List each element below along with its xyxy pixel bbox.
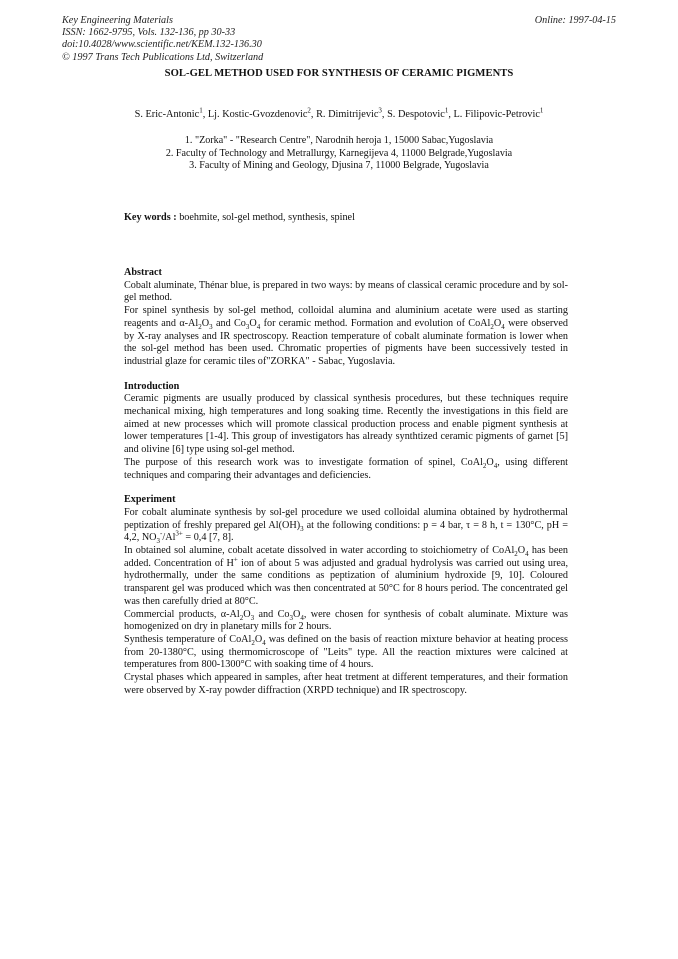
- author-list: S. Eric-Antonic$^1$, Lj. Kostic-Gvozdenovic$^2$, R. Dimitrijevic$^3$, S. Despotovic$^1$, L. Filipovic-Petrovic$^1$: [134, 106, 544, 120]
- author-name: R. Dimitrijevic: [316, 109, 379, 120]
- keywords-text: boehmite, sol-gel method, synthesis, spinel: [179, 212, 355, 223]
- experiment-paragraph: Synthesis temperature of $CoAl_2O_4$ was defined on the basis of reaction mixture behavior at heating process from 20-1380°C, using thermomicroscope of "Leits" type. All the reaction mixtures were calcined at temperatures from 800-1300°C with soaking time of 4 hours.: [124, 633, 568, 671]
- author-name: L. Filipovic-Petrovic: [453, 109, 540, 120]
- affil-marker: 1: [444, 106, 449, 115]
- affiliation: 2. Faculty of Technology and Metrallurgy, Karnegijeva 4, 11000 Belgrade,Yugoslavia: [165, 147, 513, 159]
- paper-title: SOL-GEL METHOD USED FOR SYNTHESIS OF CERAMIC PIGMENTS: [164, 68, 514, 79]
- experiment-paragraph: Commercial products, $\alpha-Al_2O_3$ and $Co_3O_4$, were chosen for synthesis of cobalt aluminate. Mixture was homogenized on dry in planetary mills for 2 hours.: [124, 608, 568, 633]
- online-date: Online: 1997-04-15: [534, 15, 616, 26]
- author-name: S. Despotovic: [387, 109, 445, 120]
- affil-marker: 1: [539, 106, 544, 115]
- abstract-heading: Abstract: [124, 267, 162, 278]
- affiliation: 3. Faculty of Mining and Geology, Djusina 7, 11000 Belgrade, Yugoslavia: [189, 160, 489, 172]
- journal-meta: [62, 15, 263, 64]
- copyright-line: © 1997 Trans Tech Publications Ltd, Switzerland: [62, 51, 264, 63]
- journal-name: Key Engineering Materials: [62, 15, 173, 26]
- paper-body: [124, 267, 568, 698]
- affil-marker: 1: [199, 106, 203, 115]
- affiliation-list: [0, 135, 678, 173]
- affil-marker: 2: [307, 106, 311, 115]
- experiment-heading: Experiment: [124, 494, 176, 506]
- experiment-paragraph: Crystal phases which appeared in samples, after heat tretment at different temperatures, and their formation were observed by X-ray powder diffraction (XRPD technique) and IR spectroscopy.: [124, 672, 568, 696]
- keywords: [124, 212, 355, 223]
- experiment-paragraph: In obtained sol alumine, cobalt acetate dissolved in water according to stoichiometry of $CoAl_2O_4$ has been added. Concentration of H+ ion of about 5 was adjusted and gradual hydrolysis was carried out using urea, hydrothermally, under the same conditions as peptization of aluminium hydroxide [9, 10]. Coloured transparent gel was produced which was then concentrated at 50°C for 8 hours period. The concentrated gel was then carefully dried at 80°C.: [124, 545, 569, 607]
- affiliation: 1. "Zorka" - "Research Centre", Narodnih heroja 1, 15000 Sabac,Yugoslavia: [184, 135, 494, 146]
- abstract-paragraph: Cobalt aluminate, Thénar blue, is prepared in two ways: by means of classical ceramic procedure and by sol-gel method.: [124, 279, 568, 304]
- introduction-heading: Introduction: [124, 380, 180, 392]
- doi-line[interactable]: doi:10.4028/www.scientific.net/KEM.132-136.30: [62, 39, 262, 51]
- author-name: S. Eric-Antonic: [134, 109, 200, 120]
- abstract-paragraph: For spinel synthesis by sol-gel method, colloidal alumina and aluminium acetate were used as starting reagents and $\alpha-Al_2O_3$ and $Co_3O_4$ for ceramic method. Formation and evolution of $CoAl_2O_4$ were observed by X-ray analyses and IR spectroscopy. Reaction temperature of cobalt aluminate formation is lower when the sol-gel method has been used. Chromatic properties of pigments have been successively tested in industrial glaze for ceramic tiles of"ZORKA" - Sabac, Yugoslavia.: [124, 305, 568, 367]
- experiment-paragraph: For cobalt aluminate synthesis by sol-gel procedure we used colloidal alumina obtained by hydrothermal peptization of freshly prepared gel $Al(OH)_3$ at the following conditions: p = 4 bar, τ = 8 h, t = 130°C, pH = 4,2, $NO_3^-/Al^{3+} = 0,4$ [7, 8].: [124, 506, 568, 546]
- keywords-label: Key words :: [124, 212, 177, 223]
- introduction-paragraph: Ceramic pigments are usually produced by classical synthesis procedures, but these techniques require mechanical mixing, high temperatures and long soaking time. Recently the investigations in this field are aimed at new processes which will promote classical production process and enable pigment synthesis at lower temperatures [1-4]. This group of investigators has already synthtized ceramic pigments of garnet [5] and olivine [6] type using sol-gel method.: [124, 393, 568, 456]
- affil-marker: 3: [378, 106, 382, 115]
- introduction-paragraph: The purpose of this research work was to investigate formation of spinel, $CoAl_2O_4$, using different techniques and comparing their advantages and deficiencies.: [124, 456, 568, 481]
- issn-line: ISSN: 1662-9795, Vols. 132-136, pp 30-33: [62, 27, 236, 39]
- author-name: Lj. Kostic-Gvozdenovic: [207, 109, 308, 120]
